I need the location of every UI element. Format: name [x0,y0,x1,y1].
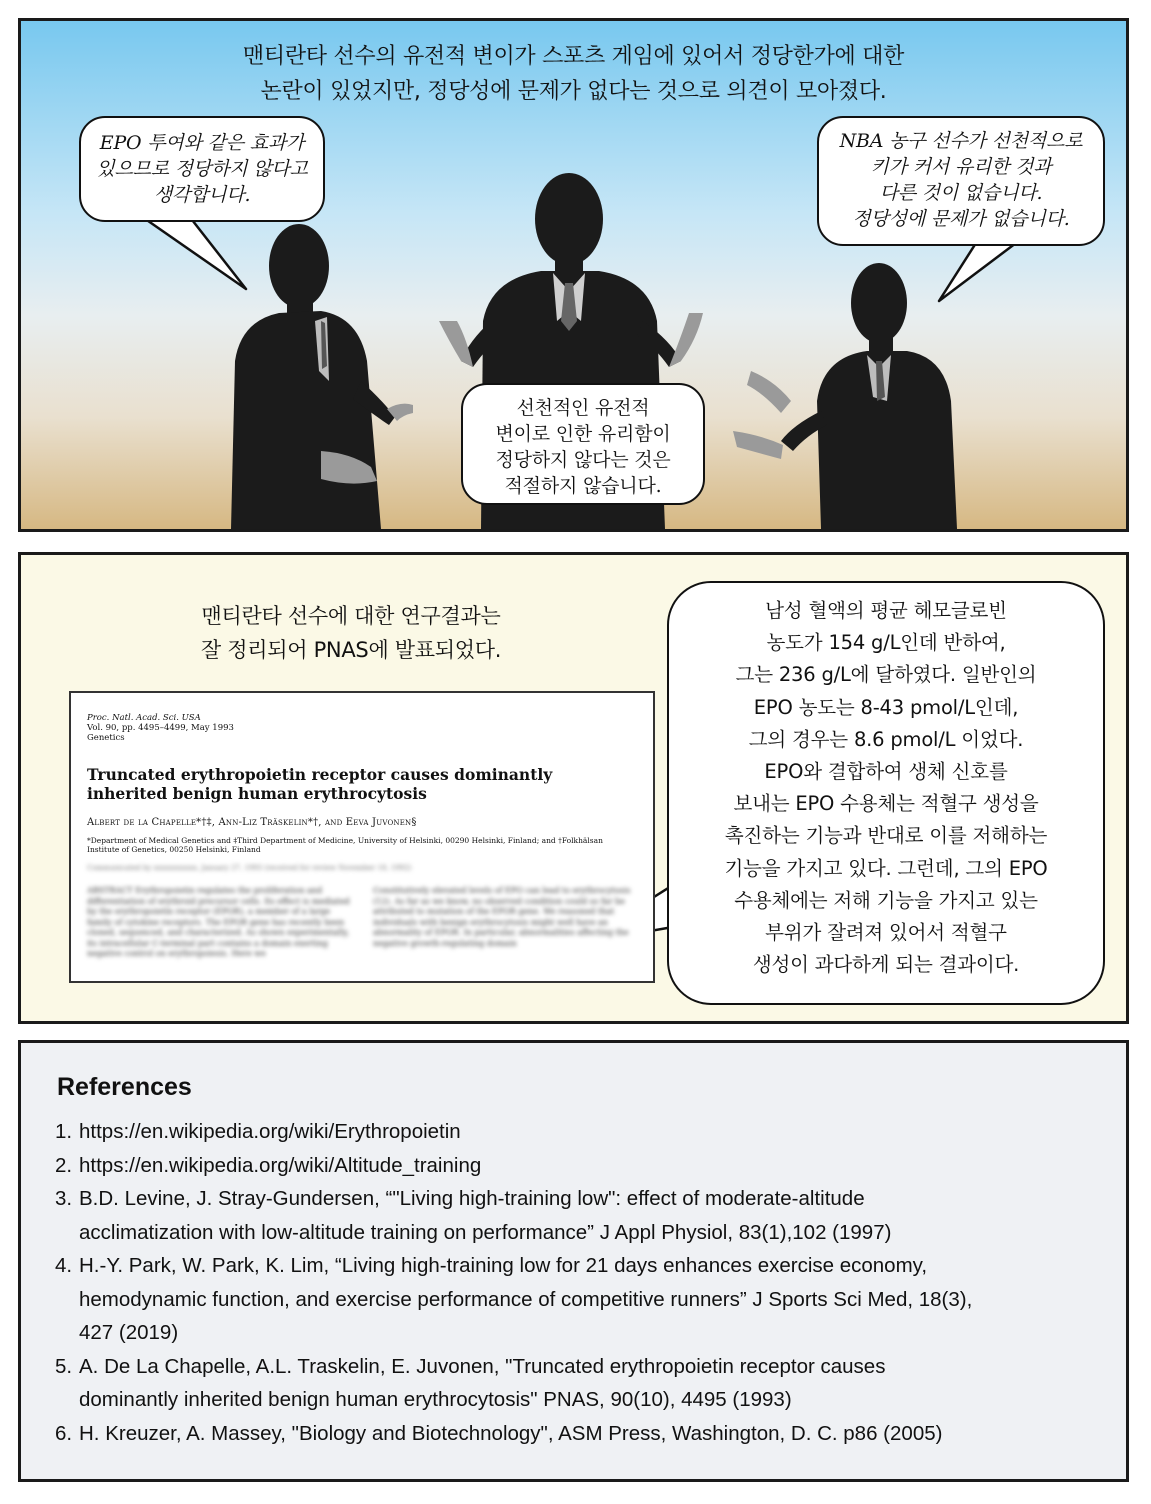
bubble-line: 선천적인 유전적 [516,397,650,419]
reference-number: 1. [55,1120,73,1143]
reference-line: H.-Y. Park, W. Park, K. Lim, “Living high-training low for 21 days enhances exercise economy, [79,1254,928,1277]
reference-line: H. Kreuzer, A. Massey, "Biology and Biotechnology", ASM Press, Washington, D. C. p86 (2005) [79,1421,943,1445]
speech-bubble-research [667,581,1105,1005]
bubble-line: 있으므로 정당하지 않다고 [96,158,308,180]
speech-bubble-center [461,383,705,505]
bubble-line: 보내는 EPO 수용체는 적혈구 생성을 [733,792,1039,816]
references-title: References [57,1073,192,1101]
paper-journal: Proc. Natl. Acad. Sci. USA [87,713,201,723]
reference-item [55,1249,1115,1350]
reference-line: A. De La Chapelle, A.L. Traskelin, E. Juvonen, "Truncated erythropoietin receptor causes [79,1354,886,1378]
bubble-line: EPO 투여와 같은 효과가 [99,132,305,154]
bubble-line: 정당하지 않다는 것은 [495,449,671,471]
reference-number: 3. [55,1187,73,1210]
bubble-left-tail [141,216,246,289]
bubble-line: 남성 혈액의 평균 헤모글로빈 [765,599,1007,622]
reference-item [55,1182,1115,1249]
bubble-line: 키가 커서 유리한 것과 [870,156,1052,178]
panel2-caption [141,599,561,667]
bubble-line: 정당성에 문제가 없습니다. [852,208,1070,230]
bubble-right-tail [939,243,1016,301]
reference-line: https://en.wikipedia.org/wiki/Altitude_training [79,1153,482,1177]
reference-line: acclimatization with low-altitude training on performance” J Appl Physiol, 83(1),102 (1997) [79,1220,892,1244]
speech-bubble-right [817,116,1105,246]
bubble-line: 그의 경우는 8.6 pmol/L 이었다. [748,727,1024,751]
reference-number: 6. [55,1421,73,1445]
paper-section: Genetics [87,733,125,743]
reference-item [55,1350,1115,1417]
caption-line: 잘 정리되어 PNAS에 발표되었다. [200,638,502,662]
bubble-line: 촉진하는 기능과 반대로 이를 저해하는 [724,824,1048,848]
bubble-line: 변이로 인한 유리함이 [495,423,671,445]
reference-item [55,1149,1115,1183]
reference-number: 2. [55,1153,73,1177]
reference-line: https://en.wikipedia.org/wiki/Erythropoietin [79,1120,461,1143]
bubble-line: 생각합니다. [153,184,251,206]
bubble-line: 수용체에는 저해 기능을 가지고 있는 [734,888,1038,912]
reference-item [55,1115,1115,1149]
references-list [55,1115,1115,1450]
left-man-silhouette [231,224,413,529]
bubble-line: 적절하지 않습니다. [504,475,662,497]
bubble-line: 그는 236 g/L에 달하였다. 일반인의 [735,663,1037,687]
bubble-line: 기능을 가지고 있다. 그런데, 그의 EPO [724,856,1048,880]
bubble-line: NBA 농구 선수가 선천적으로 [839,130,1083,152]
paper-volume: Vol. 90, pp. 4495–4499, May 1993 [87,723,234,733]
bubble-line: EPO와 결합하여 생체 신호를 [764,760,1008,784]
reference-number: 5. [55,1354,73,1378]
caption-line: 논란이 있었지만, 정당성에 문제가 없다는 것으로 의견이 모아졌다. [260,79,887,104]
speech-bubble-left [79,116,325,222]
bubble-line: 생성이 과다하게 되는 결과이다. [752,953,1020,977]
comic-panel-debate [18,18,1129,532]
paper-blurred-body: Communicated by xxxxxxxxxxx, January 27, 1993 (received for review November 18, 1992) ABSTRACT Erythropoietin regulates the proliferation and differentiation of erythroid precursor cells. Its effect is mediated by the erythropoietin receptor (EPOR), a member of a large family of cytokine receptors. The EPOR gene has recently been cloned, sequenced, and characterized. As shown experimentally, its intracellular C-terminal part contains a domain exerting negative control on erythropoiesis. Here we Constitutively elevated levels of EPO can lead to erythrocytosis (12). As far as we know, no observed condition could so far be attributed to mutation of the EPOR gene. We reasoned that individuals with benign erythrocytosis might well have an abnormality of EPOR. In particular, abnormalities affecting the negative growth-regulating domain [87,864,631,958]
paper-excerpt [69,691,655,983]
bubble-line: 부위가 잘려져 있어서 적혈구 [765,921,1007,945]
bubble-line: EPO 농도는 8-43 pmol/L인데, [753,695,1019,719]
right-man-silhouette [733,263,957,529]
references-box [18,1040,1129,1482]
reference-line: B.D. Levine, J. Stray-Gundersen, “"Living high-training low": effect of moderate-altitude [79,1187,865,1210]
caption-line: 맨티란타 선수에 대한 연구결과는 [201,604,501,628]
paper-affiliations: *Department of Medical Genetics and ‡Third Department of Medicine, University of Helsinki, 00290 Helsinki, Finland; and †Folkhälsan Institute of Genetics, 00250 Helsinki, Finland [87,836,603,854]
paper-authors: Albert de la Chapelle*†‡, Ann-Liz Träskelin*†, and Eeva Juvonen§ [87,817,417,828]
caption-line: 맨티란타 선수의 유전적 변이가 스포츠 게임에 있어서 정당한가에 대한 [242,44,905,69]
reference-item [55,1417,1115,1451]
bubble-line: 다른 것이 없습니다. [879,182,1043,204]
comic-panel-research [18,552,1129,1024]
paper-title: Truncated erythropoietin receptor causes dominantly inherited benign human erythrocytosis [87,765,553,803]
reference-number: 4. [55,1254,73,1277]
reference-line: 427 (2019) [79,1321,179,1344]
reference-line: dominantly inherited benign human erythrocytosis" PNAS, 90(10), 4495 (1993) [79,1388,792,1411]
bubble-line: 농도가 154 g/L인데 반하여, [766,631,1006,655]
panel1-caption [21,39,1126,109]
reference-line: hemodynamic function, and exercise performance of competitive runners” J Sports Sci Med, 18(3), [79,1287,973,1311]
